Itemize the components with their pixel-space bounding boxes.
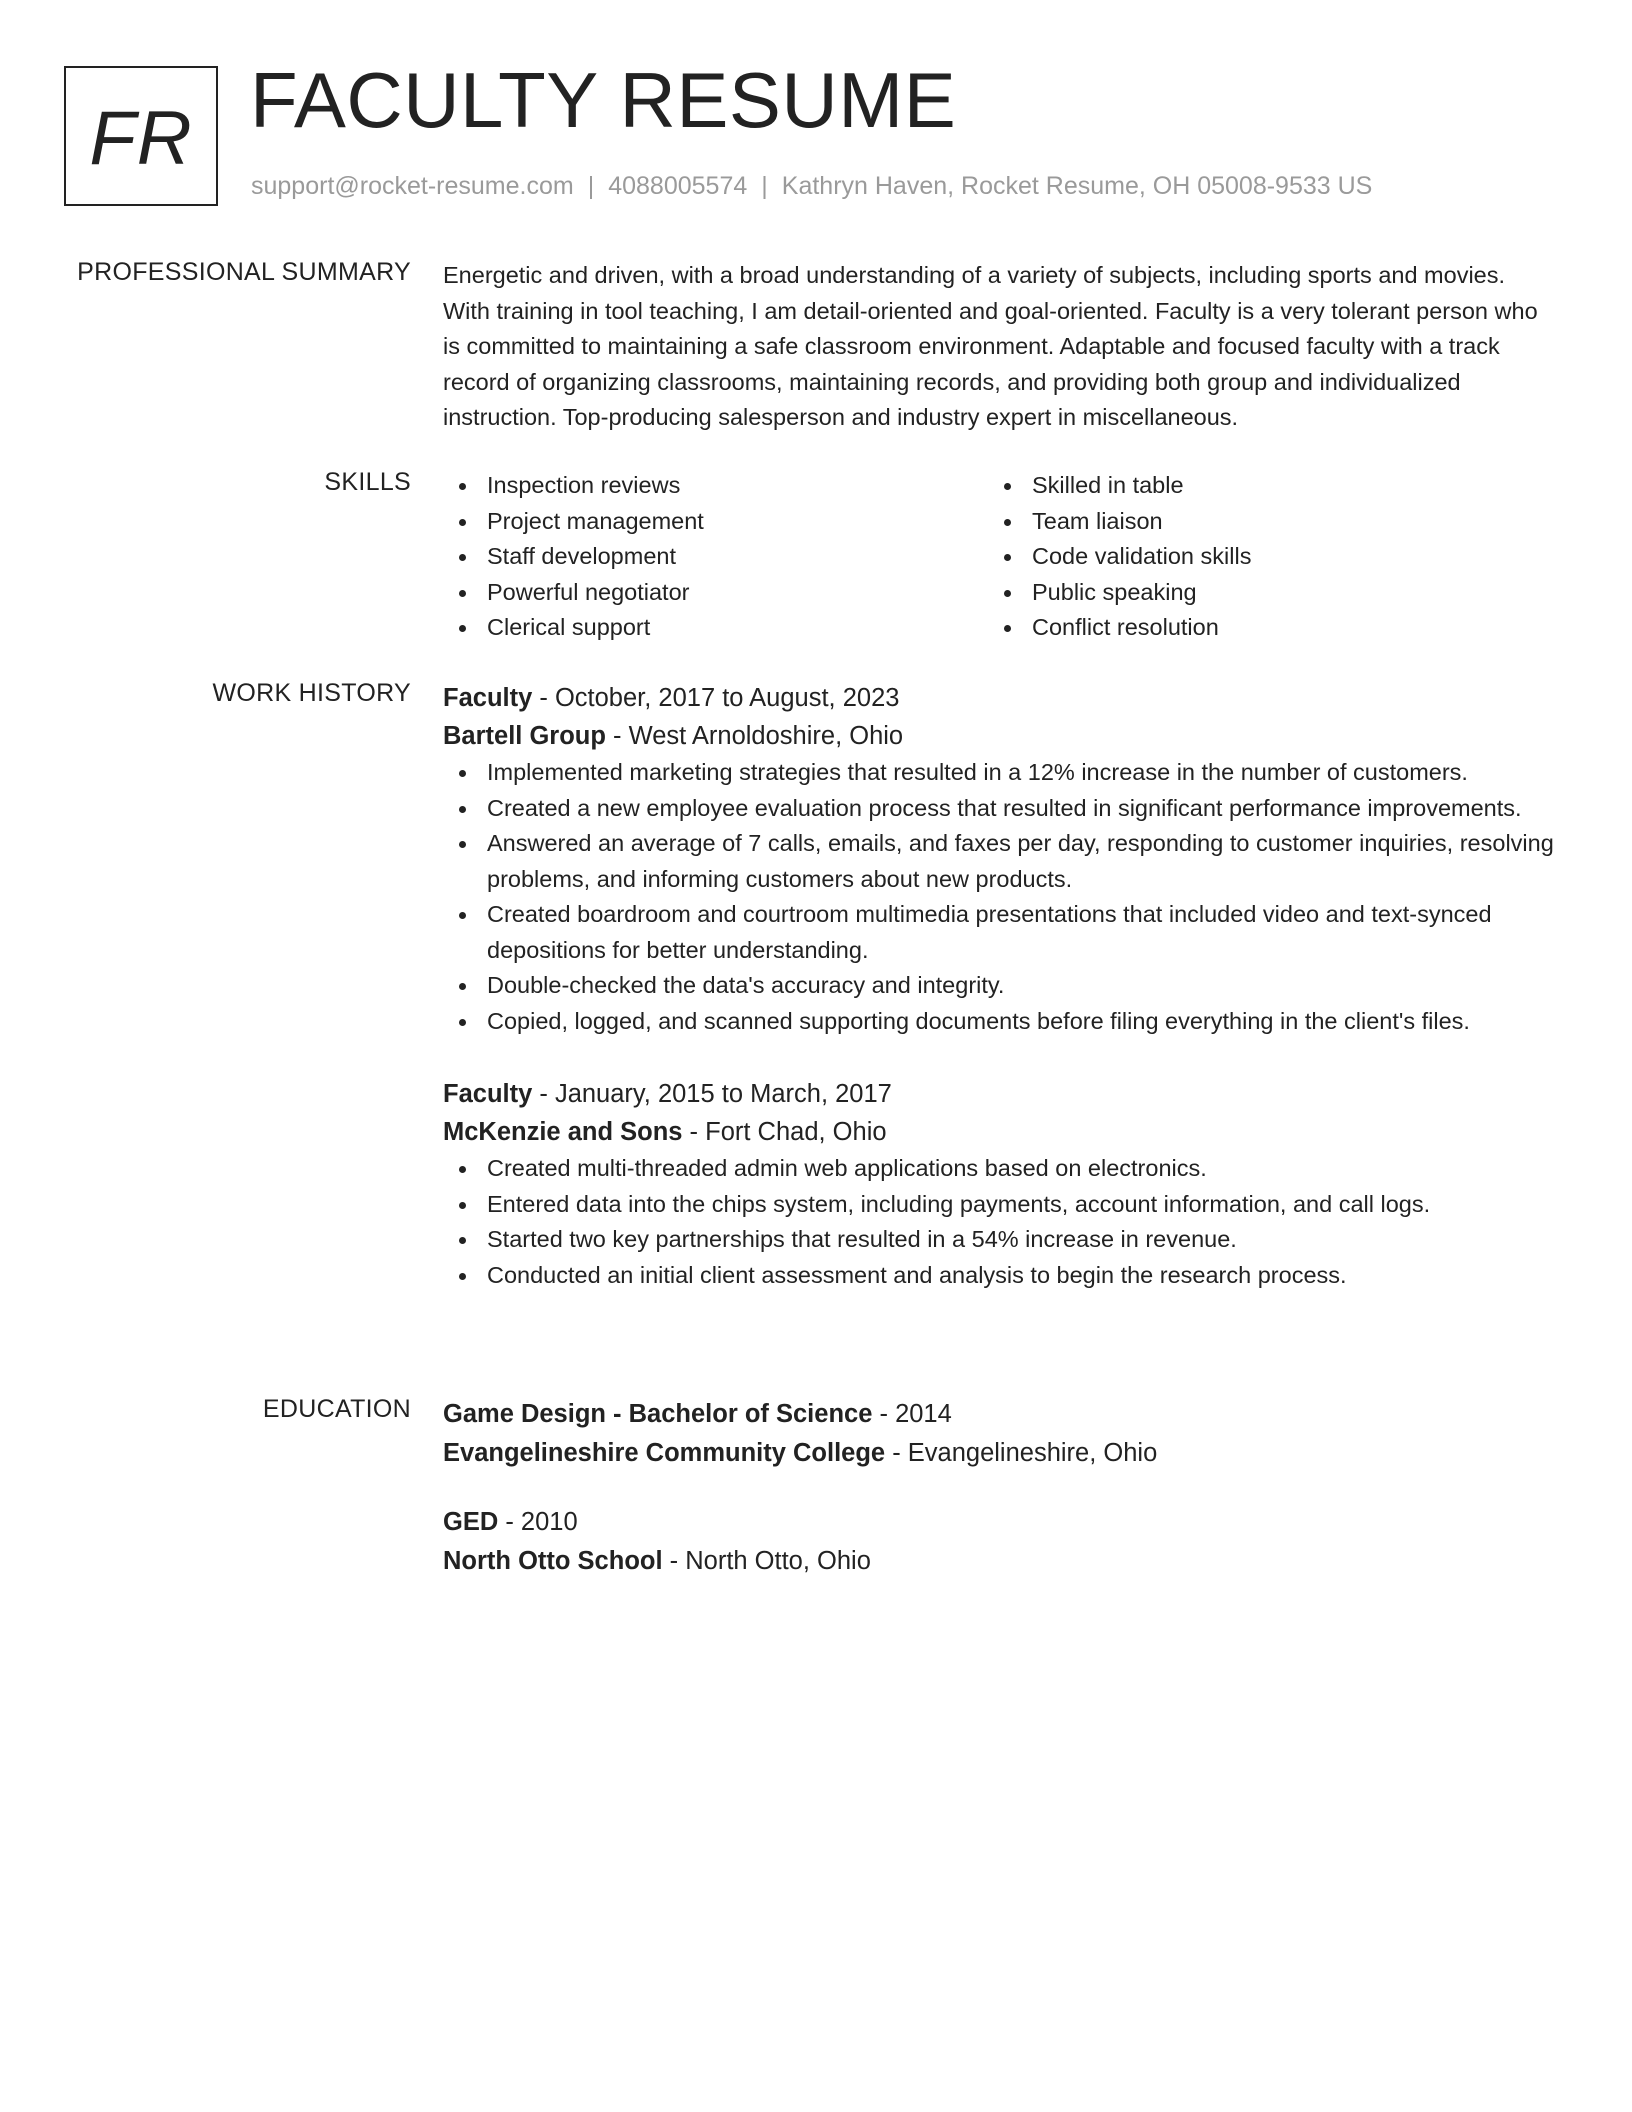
education-location: - North Otto, Ohio	[662, 1547, 871, 1575]
skills-list-right	[988, 468, 1533, 646]
job-company-line	[443, 1113, 1555, 1151]
summary-text: Energetic and driven, with a broad understanding of a variety of subjects, including sports and movies. With training in tool teaching, I am detail-oriented and goal-oriented. Faculty is a very tolerant person who is committed to maintaining a safe classroom environment. Adaptable and focused faculty with a track record of organizing classrooms, maintaining records, and providing both group and individualized instruction. Top-producing salesperson and industry expert in miscellaneous.	[443, 262, 1538, 430]
education-year: - 2014	[872, 1400, 952, 1428]
job-location: - Fort Chad, Ohio	[682, 1118, 887, 1146]
job-bullet: Implemented marketing strategies that resulted in a 12% increase in the number of customers.	[443, 755, 1555, 791]
education-year: - 2010	[498, 1508, 578, 1536]
monogram-initials: FR	[89, 95, 193, 181]
job-entry	[443, 1075, 1555, 1293]
job-dates: - January, 2015 to March, 2017	[532, 1080, 892, 1108]
job-bullet: Entered data into the chips system, including payments, account information, and call logs.	[443, 1187, 1555, 1223]
skills-column-left	[443, 468, 988, 646]
job-bullets	[443, 1151, 1555, 1293]
contact-separator: |	[587, 172, 595, 200]
skill-item: Powerful negotiator	[443, 575, 988, 611]
resume-title: FACULTY RESUME	[250, 56, 957, 144]
skill-item: Conflict resolution	[988, 610, 1533, 646]
skill-item: Staff development	[443, 539, 988, 575]
education-entry	[443, 1503, 1555, 1581]
skill-item: Skilled in table	[988, 468, 1533, 504]
job-title: Faculty	[443, 684, 533, 712]
education-school: Evangelineshire Community College	[443, 1439, 886, 1467]
education-entry	[443, 1395, 1555, 1473]
job-bullet: Started two key partnerships that resulted in a 54% increase in revenue.	[443, 1222, 1555, 1258]
section-label-education: EDUCATION	[262, 1395, 411, 1423]
job-bullet: Created a new employee evaluation process that resulted in significant performance improvements.	[443, 791, 1555, 827]
job-title-line	[443, 1075, 1555, 1113]
job-company: Bartell Group	[443, 722, 606, 750]
skill-item: Public speaking	[988, 575, 1533, 611]
contact-email[interactable]: support@rocket-resume.com	[251, 172, 574, 200]
contact-address: Kathryn Haven, Rocket Resume, OH 05008-9533 US	[781, 172, 1373, 200]
education-school-line	[443, 1434, 1555, 1473]
monogram-box	[64, 66, 218, 206]
skill-item: Team liaison	[988, 504, 1533, 540]
job-location: - West Arnoldoshire, Ohio	[605, 722, 904, 750]
skill-item: Code validation skills	[988, 539, 1533, 575]
job-company-line	[443, 717, 1555, 755]
education-degree: Game Design - Bachelor of Science	[443, 1400, 873, 1428]
section-label-skills: SKILLS	[324, 468, 411, 496]
section-label-summary: PROFESSIONAL SUMMARY	[77, 258, 411, 286]
job-bullet: Created multi-threaded admin web applications based on electronics.	[443, 1151, 1555, 1187]
job-entry	[443, 679, 1555, 1039]
job-title: Faculty	[443, 1080, 533, 1108]
education-degree: GED	[443, 1508, 499, 1536]
education-school: North Otto School	[443, 1547, 663, 1575]
skill-item: Inspection reviews	[443, 468, 988, 504]
education-school-line	[443, 1542, 1555, 1581]
education-degree-line	[443, 1395, 1555, 1434]
job-bullet: Copied, logged, and scanned supporting documents before filing everything in the client's files.	[443, 1004, 1555, 1040]
job-dates: - October, 2017 to August, 2023	[532, 684, 900, 712]
education-degree-line	[443, 1503, 1555, 1542]
section-label-work-history: WORK HISTORY	[212, 679, 411, 707]
education-location: - Evangelineshire, Ohio	[885, 1439, 1158, 1467]
job-bullet: Double-checked the data's accuracy and integrity.	[443, 968, 1555, 1004]
skills-column-right	[988, 468, 1533, 646]
contact-line	[251, 172, 1372, 201]
job-bullet: Answered an average of 7 calls, emails, and faxes per day, responding to customer inquiries, resolving problems, and informing customers about new products.	[443, 826, 1555, 897]
contact-separator: |	[761, 172, 768, 200]
job-bullet: Created boardroom and courtroom multimedia presentations that included video and text-synced depositions for better understanding.	[443, 897, 1555, 968]
skill-item: Project management	[443, 504, 988, 540]
education-body	[443, 1395, 1555, 1581]
skills-grid	[443, 468, 1555, 646]
contact-phone[interactable]: 4088005574	[608, 172, 748, 200]
work-history-body	[443, 679, 1555, 1293]
skill-item: Clerical support	[443, 610, 988, 646]
job-bullets	[443, 755, 1555, 1039]
job-title-line	[443, 679, 1555, 717]
job-bullet: Conducted an initial client assessment and analysis to begin the research process.	[443, 1258, 1555, 1294]
job-company: McKenzie and Sons	[443, 1118, 683, 1146]
skills-body	[443, 468, 1555, 646]
summary-body	[443, 258, 1555, 436]
skills-list-left	[443, 468, 988, 646]
